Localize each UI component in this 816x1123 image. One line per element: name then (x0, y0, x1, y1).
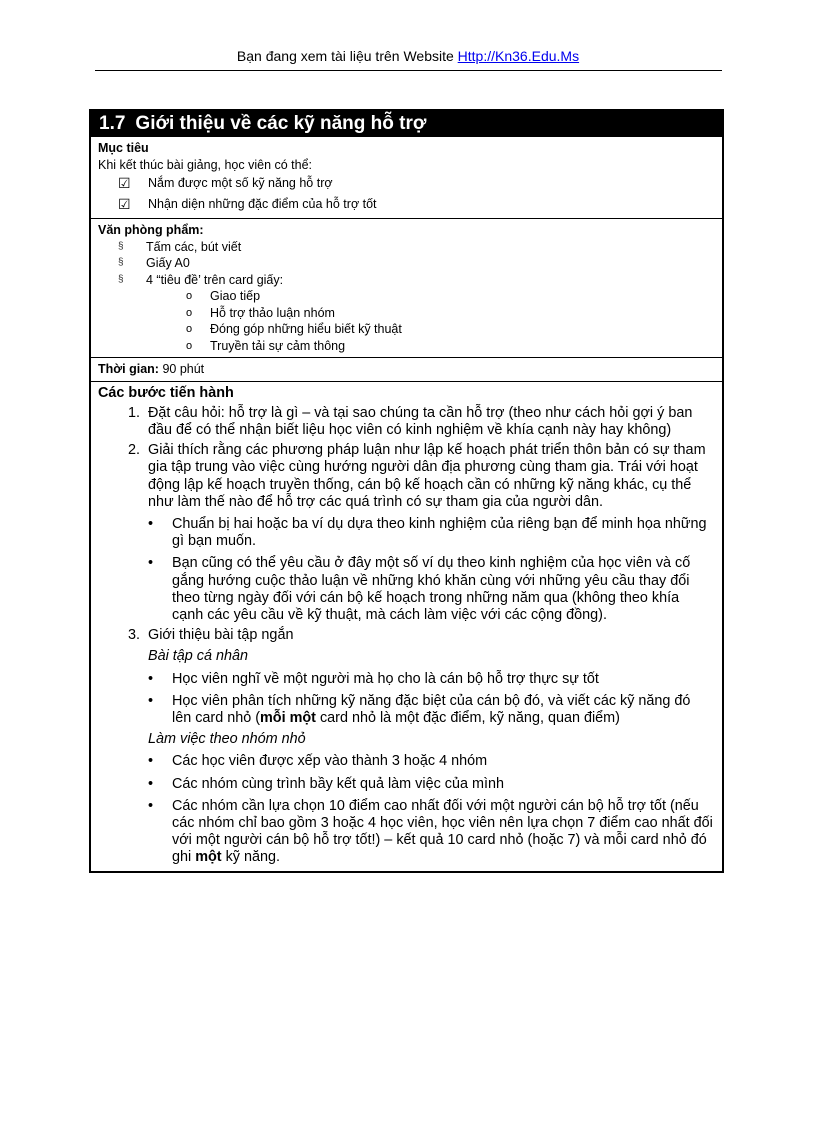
step-number: 1. (127, 404, 140, 421)
time-value: 90 phút (158, 362, 205, 376)
supplies-title: Văn phòng phẩm: (98, 223, 204, 237)
list-item: • Bạn cũng có thể yêu cầu ở đây một số ví dụ theo kinh nghiệm của học viên và cố gắng hướng cuộc thảo luận về những khó khăn cùng với những yêu cầu thay đổi theo từng ngày đối với cán bộ kế hoạch trong những năm qua (không theo khía cạnh các yêu cầu về kỹ thuật, mà cách làm việc với các cộng đồng). (148, 555, 691, 623)
section-mark-icon: § (118, 257, 124, 268)
list-item: • Chuẩn bị hai hoặc ba ví dụ dựa theo kinh nghiệm của riêng bạn để minh họa những gì bạn muốn. (148, 515, 707, 550)
list-item: • Các nhóm cùng trình bầy kết quả làm việc của mình (148, 775, 504, 792)
objective-item: ☑ Nhận diện những đặc điểm của hỗ trợ tốt (118, 196, 377, 213)
step-item: 3. Giới thiệu bài tập ngắn Bài tập cá nhân • Học viên nghĩ về một người mà họ cho là cán bộ hỗ trợ thực sự tốt • Học viên phân tích những kỹ năng đặc biệt của cán bộ đó, và viết các kỹ năng đó lên card nhỏ (mỗi một card nhỏ là một đặc điểm, kỹ năng, quan điểm) Làm việc theo nhóm nhỏ • Các học viên được xếp vào thành 3 hoặc 4 nhóm • Các nhóm cùng trình bầy kết quả làm việc của mình • Các nhóm cần lựa chọn 10 điểm cao nhất đối với một người cán bộ hỗ trợ tốt (nếu các nhóm chỉ bao gồm 3 hoặc 4 học viên, học viên nên lựa chọn 7 điểm cao nhất đối với một người cán bộ hỗ trợ tốt!) – kết quả 10 card nhỏ (hoặc 7) và mỗi card nhỏ đó ghi một kỹ năng. (98, 627, 715, 866)
checkbox-icon: ☑ (118, 175, 131, 192)
card-title-item: o Hỗ trợ thảo luận nhóm (186, 305, 335, 320)
bullet-icon: • (148, 555, 154, 572)
bullet-icon: • (148, 753, 154, 770)
list-item: • Học viên phân tích những kỹ năng đặc biệt của cán bộ đó, và viết các kỹ năng đó lên card nhỏ (mỗi một card nhỏ là một đặc điểm, kỹ năng, quan điểm) (148, 692, 691, 726)
step-item: 1. Đặt câu hỏi: hỗ trợ là gì – và tại sao chúng ta cần hỗ trợ (theo như cách hỏi gợi ý ban đầu để có thể nhận biết liệu học viên có kinh nghiệm về khía cạnh này hay không) (98, 405, 715, 439)
bullet-icon: • (148, 670, 154, 687)
step-item: 2. Giải thích rằng các phương pháp luận như lập kế hoạch phát triển thôn bản có sự tham gia tập trung vào việc cùng hướng người dân địa phương cùng tham gia. Trái với hoạt động lập kế hoạch truyền thống, cán bộ kế hoạch cần có những kỹ năng khác, cụ thể như làm thế nào để hỗ trợ các quá trình có sự tham gia của người dân. • Chuẩn bị hai hoặc ba ví dụ dựa theo kinh nghiệm của riêng bạn để minh họa những gì bạn muốn. • Bạn cũng có thể yêu cầu ở đây một số ví dụ theo kinh nghiệm của học viên và cố gắng hướng cuộc thảo luận về những khó khăn cùng với những yêu cầu thay đổi theo từng ngày đối với cán bộ kế hoạch trong những năm qua (không theo khía cạnh các yêu cầu về kỹ thuật, mà cách làm việc với các cộng đồng). (98, 442, 715, 624)
bullet-icon: • (148, 692, 154, 709)
supplies-section (91, 218, 722, 357)
objectives-title: Mục tiêu (98, 141, 149, 155)
supply-item: § Giấy A0 (118, 256, 190, 270)
time-section (91, 357, 722, 381)
circle-bullet-icon: o (186, 290, 193, 302)
bullet-icon: • (148, 797, 154, 814)
bullet-icon: • (148, 775, 154, 792)
section-title-bar (91, 111, 722, 137)
step-number: 3. (127, 627, 140, 644)
circle-bullet-icon: o (186, 339, 193, 352)
list-item: • Các nhóm cần lựa chọn 10 điểm cao nhất đối với một người cán bộ hỗ trợ tốt (nếu các nhóm chỉ bao gồm 3 hoặc 4 học viên, học viên nên lựa chọn 7 điểm cao nhất đối với một người cán bộ hỗ trợ tốt!) – kết quả 10 card nhỏ (hoặc 7) và mỗi card nhỏ đó ghi một kỹ năng. (148, 797, 713, 866)
header-divider (95, 70, 722, 71)
steps-section (91, 381, 722, 871)
objectives-section (91, 137, 722, 218)
individual-exercise-title: Bài tập cá nhân (148, 648, 249, 665)
section-mark-icon: § (118, 273, 124, 285)
section-title: Giới thiệu về các kỹ năng hỗ trợ (135, 113, 427, 134)
section-number: 1.7 (99, 113, 126, 134)
card-title-item: o Đóng góp những hiểu biết kỹ thuật (186, 322, 402, 336)
supply-item: § Tấm các, bút viết (118, 239, 242, 254)
lesson-box (89, 109, 724, 873)
list-item: • Học viên nghĩ về một người mà họ cho là cán bộ hỗ trợ thực sự tốt (148, 670, 599, 687)
circle-bullet-icon: o (186, 306, 193, 319)
step-number: 2. (127, 442, 140, 459)
objective-item: ☑ Nắm được một số kỹ năng hỗ trợ (118, 175, 333, 192)
time-label: Thời gian: (98, 362, 159, 376)
objectives-intro: Khi kết thúc bài giảng, học viên có thể: (98, 157, 313, 172)
supply-item: § 4 “tiêu đề’ trên card giấy: (118, 272, 284, 287)
list-item: • Các học viên được xếp vào thành 3 hoặc 4 nhóm (148, 753, 488, 770)
checkbox-icon: ☑ (118, 196, 131, 213)
steps-title: Các bước tiến hành (98, 384, 234, 401)
card-title-item: o Truyền tải sự cảm thông (186, 338, 346, 353)
page-header (0, 48, 816, 64)
website-link[interactable]: Http://Kn36.Edu.Ms (457, 48, 580, 64)
card-title-item: o Giao tiếp (186, 289, 261, 303)
group-work-title: Làm việc theo nhóm nhỏ (148, 731, 306, 748)
section-mark-icon: § (118, 240, 124, 252)
circle-bullet-icon: o (186, 323, 193, 335)
header-text: Bạn đang xem tài liệu trên Website (236, 48, 458, 64)
bullet-icon: • (148, 515, 154, 532)
